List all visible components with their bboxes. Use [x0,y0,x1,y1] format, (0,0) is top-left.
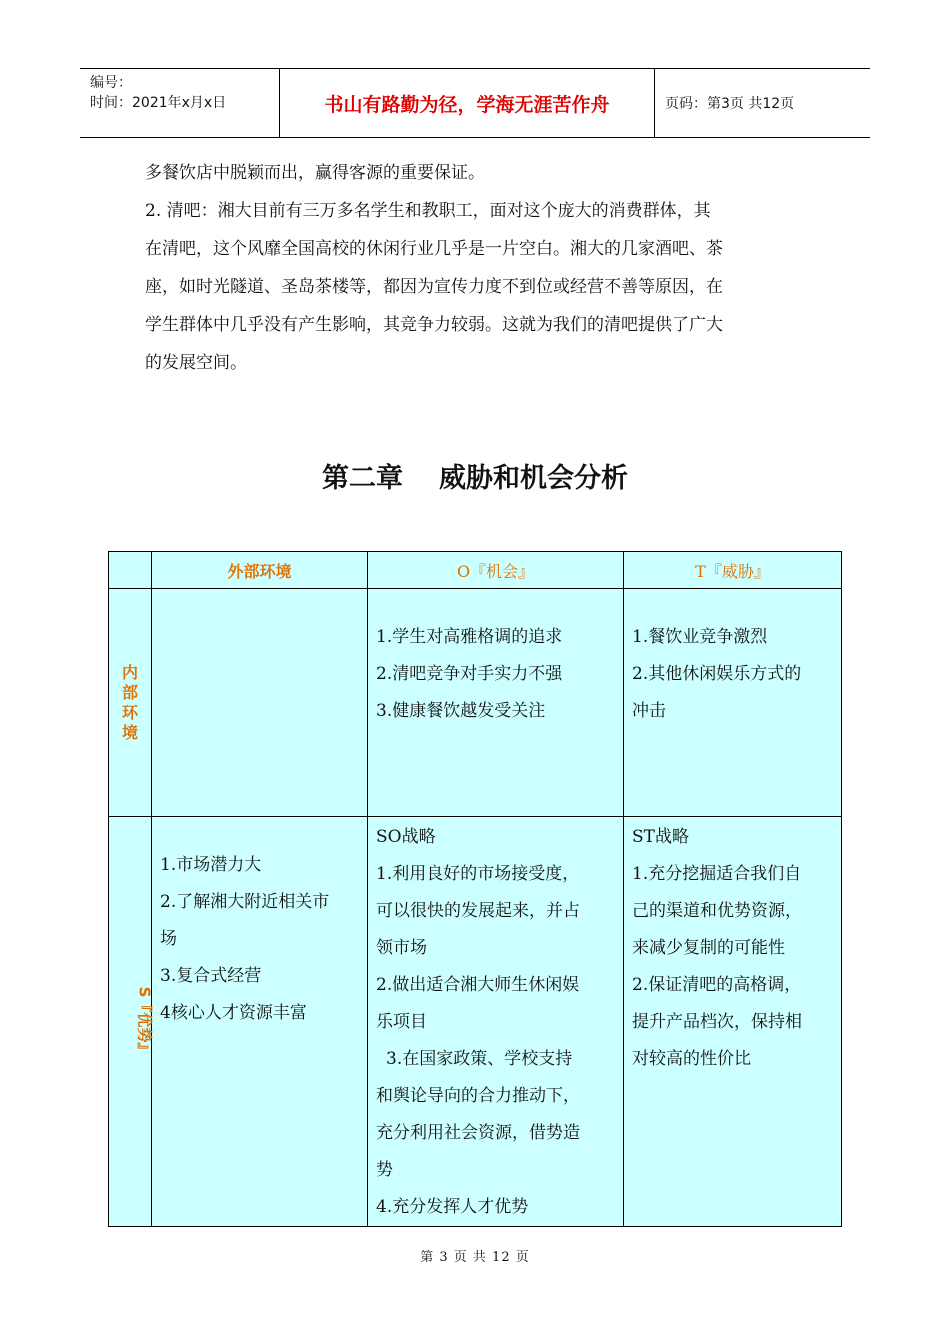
list-item: 来减少复制的可能性 [632,938,785,958]
list-item: 2.清吧竞争对手实力不强 [376,664,563,684]
paragraph-2-line: 2. 清吧：湘大目前有三万多名学生和教职工，面对这个庞大的消费群体，其 [145,201,711,221]
list-item: 场 [160,929,177,949]
so-title: SO战略 [376,827,436,847]
corner-cell [109,552,152,589]
list-item: 势 [376,1160,393,1180]
list-item: 1.充分挖掘适合我们自 [632,864,802,884]
list-item: 2.做出适合湘大师生休闲娱 [376,975,580,995]
list-item: 3.健康餐饮越发受关注 [376,701,546,721]
list-item: 可以很快的发展起来，并占 [376,901,580,921]
list-item: 2.了解湘大附近相关市 [160,892,330,912]
paragraph-2-line: 的发展空间。 [145,353,247,373]
list-item: 对较高的性价比 [632,1049,751,1069]
st-title: ST战略 [632,827,689,847]
chapter-heading [0,456,950,495]
strength-label: S『优势』 [109,817,152,1227]
page-footer: 第 3 页 共 12 页 [420,1250,530,1265]
header-number: 编号： [90,75,132,91]
list-item: 2.其他休闲娱乐方式的 [632,664,802,684]
external-env-header: 外部环境 [152,552,368,589]
list-item: 1.餐饮业竞争激烈 [632,627,768,647]
list-item: 4核心人才资源丰富 [160,1003,307,1023]
threat-list [624,589,842,817]
strength-list [152,817,368,1227]
list-item: 3.在国家政策、学校支持 [386,1049,573,1069]
list-item: 1.学生对高雅格调的追求 [376,627,563,647]
opportunity-list [368,589,624,817]
internal-env-label: 内 部 环 境 [109,589,152,817]
list-item: 己的渠道和优势资源， [632,901,802,921]
strength-row [109,817,842,1227]
list-item: 乐项目 [376,1012,427,1032]
opportunity-header: O『机会』 [368,552,624,589]
header-page-info: 页码：第3页 共12页 [665,96,795,112]
list-item: 充分利用社会资源，借势造 [376,1123,580,1143]
list-item: 2.保证清吧的高格调， [632,975,802,995]
paragraph-2-line: 座，如时光隧道、圣岛茶楼等，都因为宣传力度不到位或经营不善等原因，在 [145,277,723,297]
list-item: 1.利用良好的市场接受度， [376,864,580,884]
list-item: 冲击 [632,701,666,721]
page-header [80,68,870,138]
swot-table [108,551,842,1227]
internal-env-row [109,589,842,817]
chapter-number: 第二章 [322,463,403,494]
paragraph-2-line: 学生群体中几乎没有产生影响，其竞争力较弱。这就为我们的清吧提供了广大 [145,315,723,335]
list-item: 3.复合式经营 [160,966,262,986]
header-time: 时间：2021年x月x日 [90,95,227,111]
header-meta [80,69,280,137]
list-item: 和舆论导向的合力推动下， [376,1086,580,1106]
list-item: 1.市场潜力大 [160,855,262,875]
paragraph-2-line: 在清吧，这个风靡全国高校的休闲行业几乎是一片空白。湘大的几家酒吧、茶 [145,239,723,259]
st-strategy [624,817,842,1227]
swot-header-row [109,552,842,589]
chapter-title: 威胁和机会分析 [439,463,628,494]
internal-empty-cell [152,589,368,817]
body-text [145,154,815,382]
list-item: 提升产品档次，保持相 [632,1012,802,1032]
header-motto: 书山有路勤为径，学海无涯苦作舟 [280,69,655,137]
threat-header: T『威胁』 [624,552,842,589]
list-item: 领市场 [376,938,427,958]
list-item: 4.充分发挥人才优势 [376,1197,529,1217]
so-strategy [368,817,624,1227]
paragraph-1: 多餐饮店中脱颖而出，赢得客源的重要保证。 [145,163,485,183]
